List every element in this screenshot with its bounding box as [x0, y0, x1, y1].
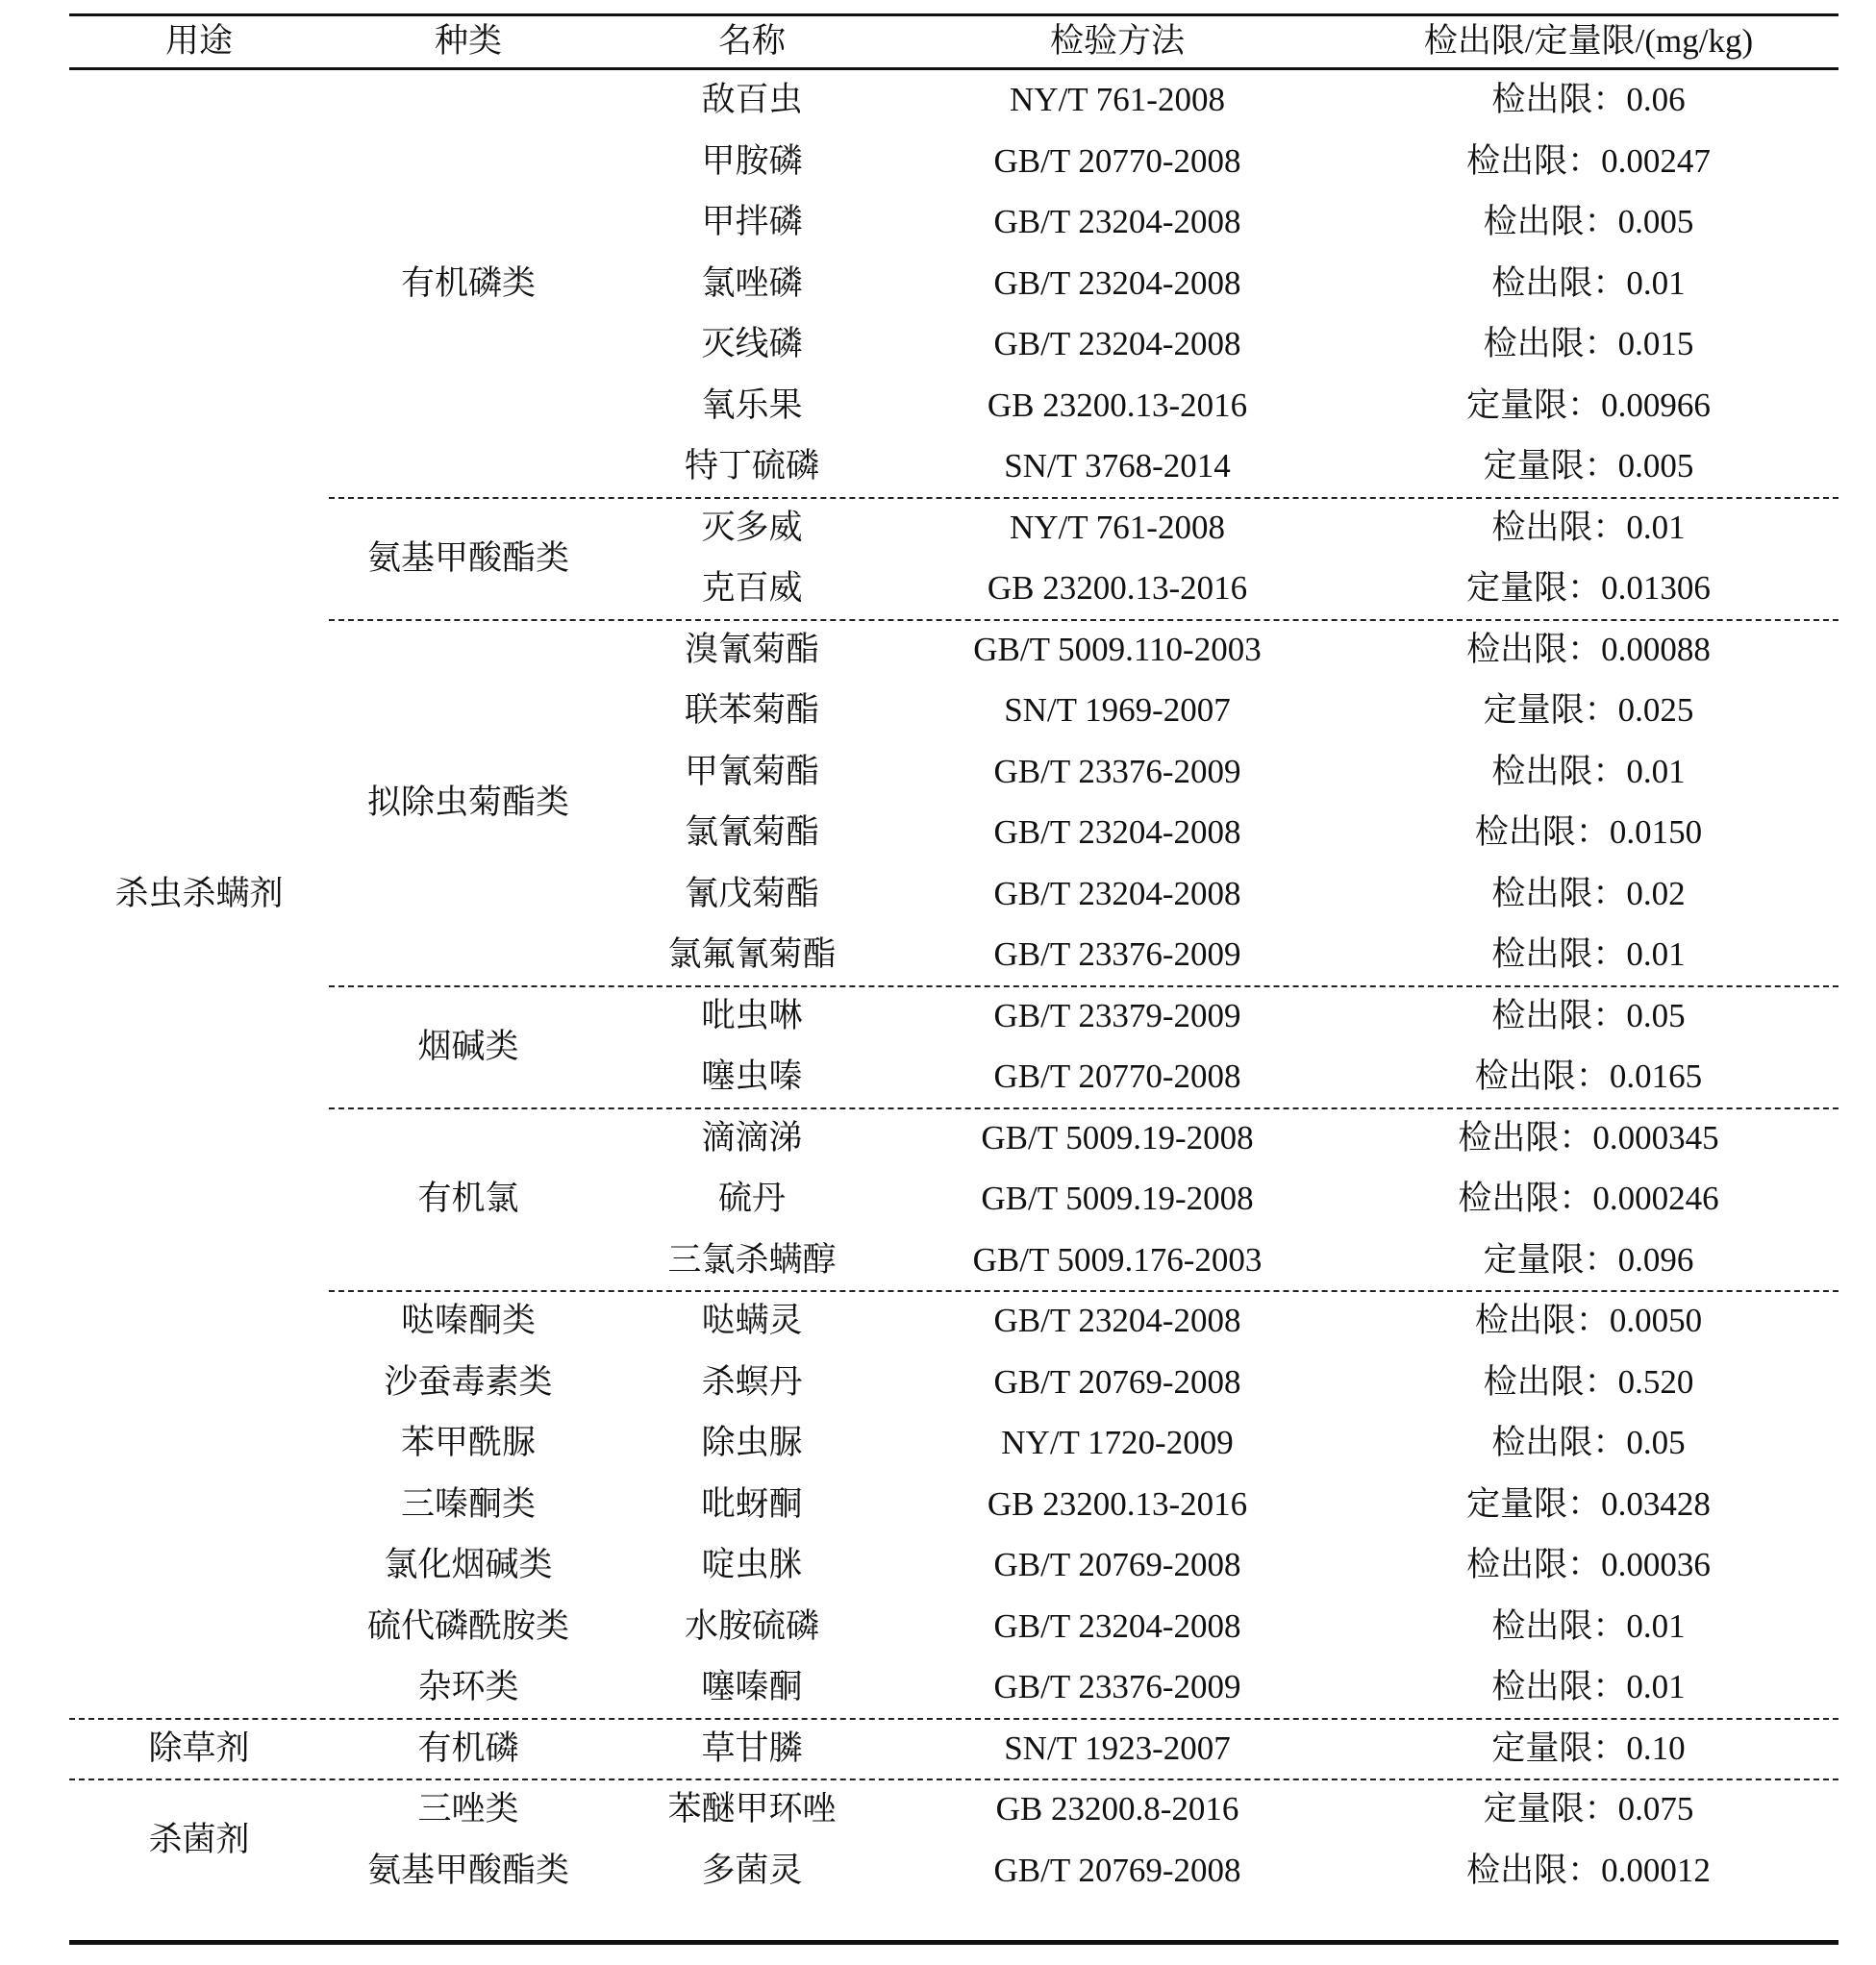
category-cell: 氨基甲酸酯类 — [366, 1851, 569, 1889]
limit-cell: 定量限：0.00966 — [1466, 386, 1711, 424]
test-method-cell: GB/T 23204-2008 — [993, 874, 1241, 912]
test-method-cell: GB 23200.13-2016 — [987, 1484, 1248, 1523]
pesticide-name-cell: 苯醚甲环唑 — [667, 1790, 837, 1828]
limit-cell: 检出限：0.000246 — [1458, 1180, 1719, 1218]
pesticide-name-cell: 甲胺磷 — [701, 141, 803, 180]
limit-cell: 检出限：0.00012 — [1466, 1851, 1711, 1889]
pesticide-name-cell: 甲拌磷 — [701, 203, 803, 241]
limit-cell: 定量限：0.075 — [1483, 1790, 1694, 1828]
test-method-cell: GB/T 23204-2008 — [993, 325, 1241, 363]
limit-cell: 检出限：0.00036 — [1466, 1546, 1711, 1584]
table-bottom-rule — [69, 1940, 1838, 1945]
pesticide-name-cell: 氰戊菊酯 — [684, 874, 819, 912]
pesticide-name-cell: 溴氰菊酯 — [684, 630, 819, 668]
category-cell: 哒嗪酮类 — [400, 1302, 536, 1340]
limit-cell: 检出限：0.0050 — [1474, 1302, 1703, 1340]
limit-cell: 定量限：0.096 — [1483, 1240, 1694, 1279]
category-cell: 烟碱类 — [417, 1027, 519, 1065]
limit-cell: 检出限：0.01 — [1491, 508, 1686, 546]
pesticide-name-cell: 灭线磷 — [701, 325, 803, 363]
test-method-cell: GB 23200.13-2016 — [987, 386, 1248, 424]
limit-cell: 检出限：0.06 — [1491, 81, 1686, 119]
pesticide-name-cell: 特丁硫磷 — [684, 447, 819, 485]
test-method-cell: GB/T 20769-2008 — [993, 1851, 1241, 1889]
limit-cell: 检出限：0.05 — [1491, 1424, 1686, 1462]
pesticide-name-cell: 甲氰菊酯 — [684, 752, 819, 790]
test-method-cell: NY/T 1720-2009 — [1001, 1424, 1234, 1462]
limit-cell: 检出限：0.05 — [1491, 996, 1686, 1034]
category-cell: 硫代磷酰胺类 — [366, 1606, 569, 1645]
limit-cell: 检出限：0.02 — [1491, 874, 1686, 912]
limit-cell: 定量限：0.005 — [1483, 447, 1694, 485]
header-method: 检验方法 — [1049, 21, 1185, 60]
pesticide-name-cell: 多菌灵 — [701, 1851, 803, 1889]
category-cell: 拟除虫菊酯类 — [366, 783, 569, 821]
test-method-cell: GB/T 23204-2008 — [993, 813, 1241, 852]
limit-cell: 检出限：0.01 — [1491, 1606, 1686, 1645]
pesticide-name-cell: 灭多威 — [701, 508, 803, 546]
limit-cell: 检出限：0.00247 — [1466, 141, 1711, 180]
category-cell: 氨基甲酸酯类 — [366, 538, 569, 577]
category-cell: 杂环类 — [417, 1668, 519, 1706]
pesticide-name-cell: 啶虫脒 — [701, 1546, 803, 1584]
pesticide-name-cell: 吡蚜酮 — [701, 1484, 803, 1523]
limit-cell: 检出限：0.015 — [1483, 325, 1694, 363]
pesticide-name-cell: 吡虫啉 — [701, 996, 803, 1034]
test-method-cell: GB/T 23376-2009 — [993, 752, 1241, 790]
pesticide-name-cell: 噻虫嗪 — [701, 1057, 803, 1096]
limit-cell: 定量限：0.01306 — [1466, 569, 1711, 608]
category-cell: 氯化烟碱类 — [384, 1546, 553, 1584]
pesticide-name-cell: 氯唑磷 — [701, 263, 803, 302]
limit-cell: 检出限：0.01 — [1491, 935, 1686, 974]
pesticide-name-cell: 氯氟氰菊酯 — [667, 935, 837, 974]
test-method-cell: NY/T 761-2008 — [1010, 508, 1225, 546]
limit-cell: 检出限：0.0165 — [1474, 1057, 1703, 1096]
header-use: 用途 — [164, 21, 233, 60]
test-method-cell: GB/T 23204-2008 — [993, 1302, 1241, 1340]
use-cell: 除草剂 — [148, 1729, 250, 1767]
category-cell: 苯甲酰脲 — [400, 1424, 536, 1462]
pesticide-name-cell: 除虫脲 — [701, 1424, 803, 1462]
test-method-cell: NY/T 761-2008 — [1010, 81, 1225, 119]
test-method-cell: GB/T 5009.110-2003 — [973, 630, 1262, 668]
header-name: 名称 — [717, 21, 786, 60]
header-category: 种类 — [434, 21, 502, 60]
test-method-cell: GB/T 23204-2008 — [993, 203, 1241, 241]
test-method-cell: GB/T 20769-2008 — [993, 1362, 1241, 1401]
category-cell: 有机氯 — [417, 1180, 519, 1218]
limit-cell: 检出限：0.520 — [1483, 1362, 1694, 1401]
limit-cell: 检出限：0.00088 — [1466, 630, 1711, 668]
test-method-cell: GB/T 20770-2008 — [993, 141, 1241, 180]
test-method-cell: GB/T 5009.19-2008 — [981, 1118, 1254, 1157]
test-method-cell: SN/T 1923-2007 — [1004, 1729, 1231, 1767]
test-method-cell: GB/T 23376-2009 — [993, 1668, 1241, 1706]
test-method-cell: GB/T 5009.176-2003 — [972, 1240, 1263, 1279]
pesticide-name-cell: 敌百虫 — [701, 81, 803, 119]
test-method-cell: SN/T 3768-2014 — [1004, 447, 1231, 485]
limit-cell: 检出限：0.01 — [1491, 263, 1686, 302]
limit-cell: 定量限：0.025 — [1483, 691, 1694, 730]
limit-cell: 检出限：0.000345 — [1458, 1118, 1719, 1157]
pesticide-name-cell: 草甘膦 — [701, 1729, 803, 1767]
limit-cell: 检出限：0.01 — [1491, 752, 1686, 790]
test-method-cell: GB/T 23379-2009 — [993, 996, 1241, 1034]
test-method-cell: GB/T 5009.19-2008 — [981, 1180, 1254, 1218]
pesticide-name-cell: 哒螨灵 — [701, 1302, 803, 1340]
test-method-cell: SN/T 1969-2007 — [1004, 691, 1231, 730]
pesticide-name-cell: 噻嗪酮 — [701, 1668, 803, 1706]
pesticide-name-cell: 三氯杀螨醇 — [667, 1240, 837, 1279]
pesticide-name-cell: 水胺硫磷 — [684, 1606, 819, 1645]
pesticide-name-cell: 氯氰菊酯 — [684, 813, 819, 852]
test-method-cell: GB/T 20769-2008 — [993, 1546, 1241, 1584]
pesticide-name-cell: 滴滴涕 — [701, 1118, 803, 1157]
pesticide-name-cell: 杀螟丹 — [701, 1362, 803, 1401]
test-method-cell: GB/T 23204-2008 — [993, 1606, 1241, 1645]
limit-cell: 检出限：0.0150 — [1474, 813, 1703, 852]
test-method-cell: GB 23200.8-2016 — [995, 1790, 1239, 1828]
category-cell: 三嗪酮类 — [400, 1484, 536, 1523]
use-cell: 杀虫杀螨剂 — [114, 874, 284, 912]
test-method-cell: GB 23200.13-2016 — [987, 569, 1248, 608]
pesticide-name-cell: 联苯菊酯 — [684, 691, 819, 730]
category-cell: 有机磷类 — [400, 263, 536, 302]
pesticide-name-cell: 硫丹 — [717, 1180, 786, 1218]
limit-cell: 定量限：0.10 — [1491, 1729, 1686, 1767]
pesticide-table — [69, 0, 1838, 1965]
test-method-cell: GB/T 23204-2008 — [993, 263, 1241, 302]
test-method-cell: GB/T 20770-2008 — [993, 1057, 1241, 1096]
category-cell: 有机磷 — [417, 1729, 519, 1767]
pesticide-name-cell: 克百威 — [701, 569, 803, 608]
header-limit: 检出限/定量限/(mg/kg) — [1423, 21, 1754, 60]
limit-cell: 检出限：0.01 — [1491, 1668, 1686, 1706]
use-cell: 杀菌剂 — [148, 1821, 250, 1858]
test-method-cell: GB/T 23376-2009 — [993, 935, 1241, 974]
category-cell: 三唑类 — [417, 1790, 519, 1828]
limit-cell: 检出限：0.005 — [1483, 203, 1694, 241]
pesticide-name-cell: 氧乐果 — [701, 386, 803, 424]
limit-cell: 定量限：0.03428 — [1466, 1484, 1711, 1523]
category-cell: 沙蚕毒素类 — [384, 1362, 553, 1401]
